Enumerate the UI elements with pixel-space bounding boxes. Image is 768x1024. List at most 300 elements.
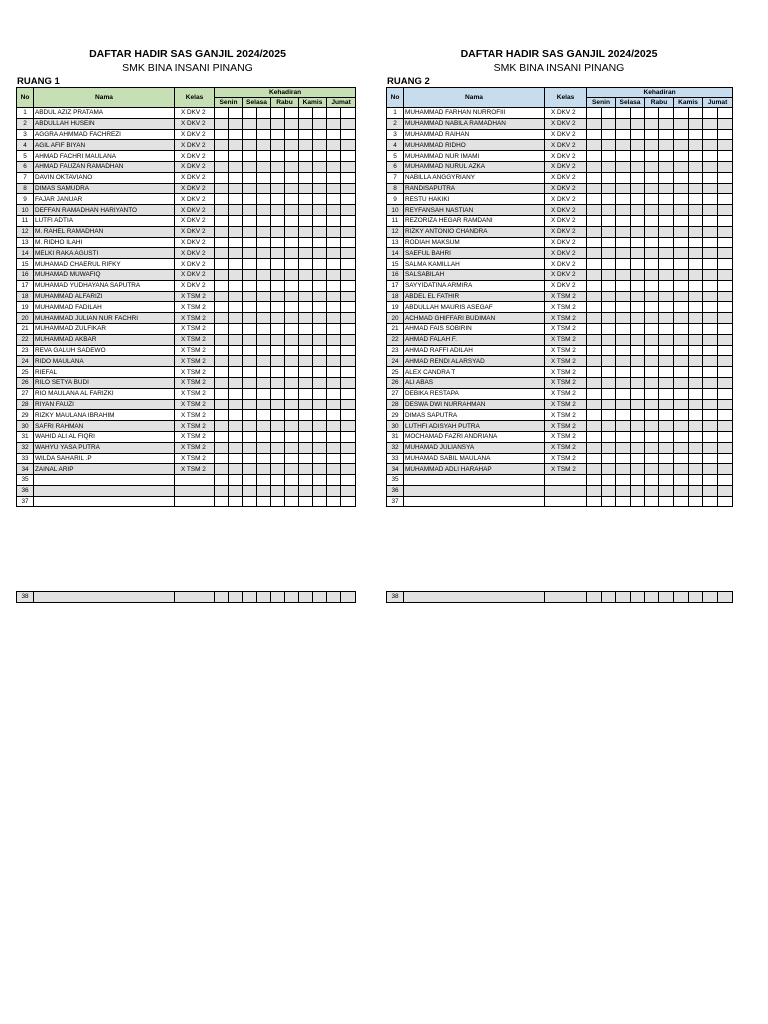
attendance-cell[interactable] (341, 259, 356, 270)
attendance-cell[interactable] (674, 334, 689, 345)
attendance-cell[interactable] (631, 140, 645, 151)
attendance-cell[interactable] (215, 172, 229, 183)
attendance-cell[interactable] (587, 464, 602, 475)
attendance-cell[interactable] (327, 431, 341, 442)
attendance-cell[interactable] (703, 280, 718, 291)
attendance-cell[interactable] (703, 453, 718, 464)
attendance-cell[interactable] (313, 280, 327, 291)
attendance-cell[interactable] (718, 410, 733, 421)
attendance-cell[interactable] (271, 248, 285, 259)
attendance-cell[interactable] (689, 592, 703, 603)
attendance-cell[interactable] (631, 161, 645, 172)
attendance-cell[interactable] (631, 367, 645, 378)
attendance-cell[interactable] (689, 485, 703, 496)
attendance-cell[interactable] (587, 259, 602, 270)
attendance-cell[interactable] (703, 345, 718, 356)
attendance-cell[interactable] (271, 108, 285, 119)
attendance-cell[interactable] (718, 291, 733, 302)
attendance-cell[interactable] (327, 464, 341, 475)
attendance-cell[interactable] (229, 140, 243, 151)
attendance-cell[interactable] (341, 269, 356, 280)
attendance-cell[interactable] (257, 269, 271, 280)
attendance-cell[interactable] (313, 302, 327, 313)
attendance-cell[interactable] (645, 496, 659, 507)
attendance-cell[interactable] (631, 151, 645, 162)
attendance-cell[interactable] (703, 129, 718, 140)
attendance-cell[interactable] (674, 118, 689, 129)
attendance-cell[interactable] (718, 399, 733, 410)
attendance-cell[interactable] (703, 205, 718, 216)
attendance-cell[interactable] (327, 388, 341, 399)
attendance-cell[interactable] (674, 248, 689, 259)
attendance-cell[interactable] (341, 464, 356, 475)
attendance-cell[interactable] (299, 464, 313, 475)
attendance-cell[interactable] (215, 291, 229, 302)
attendance-cell[interactable] (299, 377, 313, 388)
attendance-cell[interactable] (616, 592, 631, 603)
attendance-cell[interactable] (587, 496, 602, 507)
attendance-cell[interactable] (299, 485, 313, 496)
attendance-cell[interactable] (327, 226, 341, 237)
attendance-cell[interactable] (602, 442, 616, 453)
attendance-cell[interactable] (243, 129, 257, 140)
attendance-cell[interactable] (341, 129, 356, 140)
attendance-cell[interactable] (689, 194, 703, 205)
attendance-cell[interactable] (229, 496, 243, 507)
attendance-cell[interactable] (602, 388, 616, 399)
attendance-cell[interactable] (587, 280, 602, 291)
attendance-cell[interactable] (689, 410, 703, 421)
attendance-cell[interactable] (631, 215, 645, 226)
attendance-cell[interactable] (602, 172, 616, 183)
attendance-cell[interactable] (215, 377, 229, 388)
attendance-cell[interactable] (215, 496, 229, 507)
attendance-cell[interactable] (645, 475, 659, 486)
attendance-cell[interactable] (718, 172, 733, 183)
attendance-cell[interactable] (674, 345, 689, 356)
attendance-cell[interactable] (243, 367, 257, 378)
attendance-cell[interactable] (285, 367, 299, 378)
attendance-cell[interactable] (674, 442, 689, 453)
attendance-cell[interactable] (243, 421, 257, 432)
attendance-cell[interactable] (313, 161, 327, 172)
attendance-cell[interactable] (659, 464, 674, 475)
attendance-cell[interactable] (659, 323, 674, 334)
attendance-cell[interactable] (285, 291, 299, 302)
attendance-cell[interactable] (327, 453, 341, 464)
attendance-cell[interactable] (257, 421, 271, 432)
attendance-cell[interactable] (243, 259, 257, 270)
attendance-cell[interactable] (229, 205, 243, 216)
attendance-cell[interactable] (271, 592, 285, 603)
attendance-cell[interactable] (674, 226, 689, 237)
attendance-cell[interactable] (689, 431, 703, 442)
attendance-cell[interactable] (299, 183, 313, 194)
attendance-cell[interactable] (243, 442, 257, 453)
attendance-cell[interactable] (689, 237, 703, 248)
attendance-cell[interactable] (257, 356, 271, 367)
attendance-cell[interactable] (285, 323, 299, 334)
attendance-cell[interactable] (587, 108, 602, 119)
attendance-cell[interactable] (285, 334, 299, 345)
attendance-cell[interactable] (587, 118, 602, 129)
attendance-cell[interactable] (616, 172, 631, 183)
attendance-cell[interactable] (689, 464, 703, 475)
attendance-cell[interactable] (631, 464, 645, 475)
attendance-cell[interactable] (299, 356, 313, 367)
attendance-cell[interactable] (229, 118, 243, 129)
attendance-cell[interactable] (689, 442, 703, 453)
attendance-cell[interactable] (659, 442, 674, 453)
attendance-cell[interactable] (631, 302, 645, 313)
attendance-cell[interactable] (313, 356, 327, 367)
attendance-cell[interactable] (341, 388, 356, 399)
attendance-cell[interactable] (341, 161, 356, 172)
attendance-cell[interactable] (659, 140, 674, 151)
attendance-cell[interactable] (299, 302, 313, 313)
attendance-cell[interactable] (327, 194, 341, 205)
attendance-cell[interactable] (327, 399, 341, 410)
attendance-cell[interactable] (341, 248, 356, 259)
attendance-cell[interactable] (327, 269, 341, 280)
attendance-cell[interactable] (659, 377, 674, 388)
attendance-cell[interactable] (215, 464, 229, 475)
attendance-cell[interactable] (299, 215, 313, 226)
attendance-cell[interactable] (215, 205, 229, 216)
attendance-cell[interactable] (215, 215, 229, 226)
attendance-cell[interactable] (718, 421, 733, 432)
attendance-cell[interactable] (659, 161, 674, 172)
attendance-cell[interactable] (587, 356, 602, 367)
attendance-cell[interactable] (341, 205, 356, 216)
attendance-cell[interactable] (587, 151, 602, 162)
attendance-cell[interactable] (616, 399, 631, 410)
attendance-cell[interactable] (631, 485, 645, 496)
attendance-cell[interactable] (327, 183, 341, 194)
attendance-cell[interactable] (645, 140, 659, 151)
attendance-cell[interactable] (215, 345, 229, 356)
attendance-cell[interactable] (271, 334, 285, 345)
attendance-cell[interactable] (689, 475, 703, 486)
attendance-cell[interactable] (659, 108, 674, 119)
attendance-cell[interactable] (271, 313, 285, 324)
attendance-cell[interactable] (645, 302, 659, 313)
attendance-cell[interactable] (703, 442, 718, 453)
attendance-cell[interactable] (674, 140, 689, 151)
attendance-cell[interactable] (257, 140, 271, 151)
attendance-cell[interactable] (631, 108, 645, 119)
attendance-cell[interactable] (257, 226, 271, 237)
attendance-cell[interactable] (602, 356, 616, 367)
attendance-cell[interactable] (229, 237, 243, 248)
attendance-cell[interactable] (299, 140, 313, 151)
attendance-cell[interactable] (299, 592, 313, 603)
attendance-cell[interactable] (631, 269, 645, 280)
attendance-cell[interactable] (718, 313, 733, 324)
attendance-cell[interactable] (229, 259, 243, 270)
attendance-cell[interactable] (341, 453, 356, 464)
attendance-cell[interactable] (285, 399, 299, 410)
attendance-cell[interactable] (215, 140, 229, 151)
attendance-cell[interactable] (341, 302, 356, 313)
attendance-cell[interactable] (703, 388, 718, 399)
attendance-cell[interactable] (285, 442, 299, 453)
attendance-cell[interactable] (229, 453, 243, 464)
attendance-cell[interactable] (631, 313, 645, 324)
attendance-cell[interactable] (271, 475, 285, 486)
attendance-cell[interactable] (229, 410, 243, 421)
attendance-cell[interactable] (616, 356, 631, 367)
attendance-cell[interactable] (215, 313, 229, 324)
attendance-cell[interactable] (602, 485, 616, 496)
attendance-cell[interactable] (659, 215, 674, 226)
attendance-cell[interactable] (299, 475, 313, 486)
attendance-cell[interactable] (645, 377, 659, 388)
attendance-cell[interactable] (271, 453, 285, 464)
attendance-cell[interactable] (299, 431, 313, 442)
attendance-cell[interactable] (257, 399, 271, 410)
attendance-cell[interactable] (689, 388, 703, 399)
attendance-cell[interactable] (257, 367, 271, 378)
attendance-cell[interactable] (616, 485, 631, 496)
attendance-cell[interactable] (659, 118, 674, 129)
attendance-cell[interactable] (285, 151, 299, 162)
attendance-cell[interactable] (313, 453, 327, 464)
attendance-cell[interactable] (602, 475, 616, 486)
attendance-cell[interactable] (243, 334, 257, 345)
attendance-cell[interactable] (257, 129, 271, 140)
attendance-cell[interactable] (285, 108, 299, 119)
attendance-cell[interactable] (257, 496, 271, 507)
attendance-cell[interactable] (243, 356, 257, 367)
attendance-cell[interactable] (271, 259, 285, 270)
attendance-cell[interactable] (674, 205, 689, 216)
attendance-cell[interactable] (271, 215, 285, 226)
attendance-cell[interactable] (299, 442, 313, 453)
attendance-cell[interactable] (616, 161, 631, 172)
attendance-cell[interactable] (645, 280, 659, 291)
attendance-cell[interactable] (327, 161, 341, 172)
attendance-cell[interactable] (631, 345, 645, 356)
attendance-cell[interactable] (285, 421, 299, 432)
attendance-cell[interactable] (299, 367, 313, 378)
attendance-cell[interactable] (645, 313, 659, 324)
attendance-cell[interactable] (659, 248, 674, 259)
attendance-cell[interactable] (587, 399, 602, 410)
attendance-cell[interactable] (587, 291, 602, 302)
attendance-cell[interactable] (285, 183, 299, 194)
attendance-cell[interactable] (587, 172, 602, 183)
attendance-cell[interactable] (602, 410, 616, 421)
attendance-cell[interactable] (631, 388, 645, 399)
attendance-cell[interactable] (229, 345, 243, 356)
attendance-cell[interactable] (602, 323, 616, 334)
attendance-cell[interactable] (616, 421, 631, 432)
attendance-cell[interactable] (257, 334, 271, 345)
attendance-cell[interactable] (616, 140, 631, 151)
attendance-cell[interactable] (299, 151, 313, 162)
attendance-cell[interactable] (271, 399, 285, 410)
attendance-cell[interactable] (689, 108, 703, 119)
attendance-cell[interactable] (645, 431, 659, 442)
attendance-cell[interactable] (313, 334, 327, 345)
attendance-cell[interactable] (285, 377, 299, 388)
attendance-cell[interactable] (341, 215, 356, 226)
attendance-cell[interactable] (616, 151, 631, 162)
attendance-cell[interactable] (616, 410, 631, 421)
attendance-cell[interactable] (718, 215, 733, 226)
attendance-cell[interactable] (689, 453, 703, 464)
attendance-cell[interactable] (341, 334, 356, 345)
attendance-cell[interactable] (659, 183, 674, 194)
attendance-cell[interactable] (602, 302, 616, 313)
attendance-cell[interactable] (285, 215, 299, 226)
attendance-cell[interactable] (215, 453, 229, 464)
attendance-cell[interactable] (602, 161, 616, 172)
attendance-cell[interactable] (215, 475, 229, 486)
attendance-cell[interactable] (341, 108, 356, 119)
attendance-cell[interactable] (631, 129, 645, 140)
attendance-cell[interactable] (659, 302, 674, 313)
attendance-cell[interactable] (718, 592, 733, 603)
attendance-cell[interactable] (587, 129, 602, 140)
attendance-cell[interactable] (313, 215, 327, 226)
attendance-cell[interactable] (341, 237, 356, 248)
attendance-cell[interactable] (703, 183, 718, 194)
attendance-cell[interactable] (631, 118, 645, 129)
attendance-cell[interactable] (243, 313, 257, 324)
attendance-cell[interactable] (341, 280, 356, 291)
attendance-cell[interactable] (602, 313, 616, 324)
attendance-cell[interactable] (689, 161, 703, 172)
attendance-cell[interactable] (215, 399, 229, 410)
attendance-cell[interactable] (285, 205, 299, 216)
attendance-cell[interactable] (631, 205, 645, 216)
attendance-cell[interactable] (703, 226, 718, 237)
attendance-cell[interactable] (674, 323, 689, 334)
attendance-cell[interactable] (587, 475, 602, 486)
attendance-cell[interactable] (689, 313, 703, 324)
attendance-cell[interactable] (271, 237, 285, 248)
attendance-cell[interactable] (327, 367, 341, 378)
attendance-cell[interactable] (616, 367, 631, 378)
attendance-cell[interactable] (229, 291, 243, 302)
attendance-cell[interactable] (285, 140, 299, 151)
attendance-cell[interactable] (257, 248, 271, 259)
attendance-cell[interactable] (645, 334, 659, 345)
attendance-cell[interactable] (285, 388, 299, 399)
attendance-cell[interactable] (587, 140, 602, 151)
attendance-cell[interactable] (689, 215, 703, 226)
attendance-cell[interactable] (602, 237, 616, 248)
attendance-cell[interactable] (616, 183, 631, 194)
attendance-cell[interactable] (327, 215, 341, 226)
attendance-cell[interactable] (659, 205, 674, 216)
attendance-cell[interactable] (215, 302, 229, 313)
attendance-cell[interactable] (616, 194, 631, 205)
attendance-cell[interactable] (674, 410, 689, 421)
attendance-cell[interactable] (631, 453, 645, 464)
attendance-cell[interactable] (587, 323, 602, 334)
attendance-cell[interactable] (327, 345, 341, 356)
attendance-cell[interactable] (313, 205, 327, 216)
attendance-cell[interactable] (243, 496, 257, 507)
attendance-cell[interactable] (229, 269, 243, 280)
attendance-cell[interactable] (299, 226, 313, 237)
attendance-cell[interactable] (271, 496, 285, 507)
attendance-cell[interactable] (299, 237, 313, 248)
attendance-cell[interactable] (229, 431, 243, 442)
attendance-cell[interactable] (243, 151, 257, 162)
attendance-cell[interactable] (616, 302, 631, 313)
attendance-cell[interactable] (718, 280, 733, 291)
attendance-cell[interactable] (645, 259, 659, 270)
attendance-cell[interactable] (313, 496, 327, 507)
attendance-cell[interactable] (645, 183, 659, 194)
attendance-cell[interactable] (299, 280, 313, 291)
attendance-cell[interactable] (243, 592, 257, 603)
attendance-cell[interactable] (703, 485, 718, 496)
attendance-cell[interactable] (689, 367, 703, 378)
attendance-cell[interactable] (645, 367, 659, 378)
attendance-cell[interactable] (313, 183, 327, 194)
attendance-cell[interactable] (631, 356, 645, 367)
attendance-cell[interactable] (602, 140, 616, 151)
attendance-cell[interactable] (257, 485, 271, 496)
attendance-cell[interactable] (689, 172, 703, 183)
attendance-cell[interactable] (313, 248, 327, 259)
attendance-cell[interactable] (659, 194, 674, 205)
attendance-cell[interactable] (645, 129, 659, 140)
attendance-cell[interactable] (718, 388, 733, 399)
attendance-cell[interactable] (285, 345, 299, 356)
attendance-cell[interactable] (257, 388, 271, 399)
attendance-cell[interactable] (243, 302, 257, 313)
attendance-cell[interactable] (689, 183, 703, 194)
attendance-cell[interactable] (285, 475, 299, 486)
attendance-cell[interactable] (703, 151, 718, 162)
attendance-cell[interactable] (257, 161, 271, 172)
attendance-cell[interactable] (645, 205, 659, 216)
attendance-cell[interactable] (271, 485, 285, 496)
attendance-cell[interactable] (616, 313, 631, 324)
attendance-cell[interactable] (616, 388, 631, 399)
attendance-cell[interactable] (689, 345, 703, 356)
attendance-cell[interactable] (299, 399, 313, 410)
attendance-cell[interactable] (674, 129, 689, 140)
attendance-cell[interactable] (718, 334, 733, 345)
attendance-cell[interactable] (674, 269, 689, 280)
attendance-cell[interactable] (616, 237, 631, 248)
attendance-cell[interactable] (602, 496, 616, 507)
attendance-cell[interactable] (229, 161, 243, 172)
attendance-cell[interactable] (645, 388, 659, 399)
attendance-cell[interactable] (587, 313, 602, 324)
attendance-cell[interactable] (327, 248, 341, 259)
attendance-cell[interactable] (313, 151, 327, 162)
attendance-cell[interactable] (703, 248, 718, 259)
attendance-cell[interactable] (341, 356, 356, 367)
attendance-cell[interactable] (285, 280, 299, 291)
attendance-cell[interactable] (229, 592, 243, 603)
attendance-cell[interactable] (587, 592, 602, 603)
attendance-cell[interactable] (631, 496, 645, 507)
attendance-cell[interactable] (718, 183, 733, 194)
attendance-cell[interactable] (659, 259, 674, 270)
attendance-cell[interactable] (659, 399, 674, 410)
attendance-cell[interactable] (257, 259, 271, 270)
attendance-cell[interactable] (616, 280, 631, 291)
